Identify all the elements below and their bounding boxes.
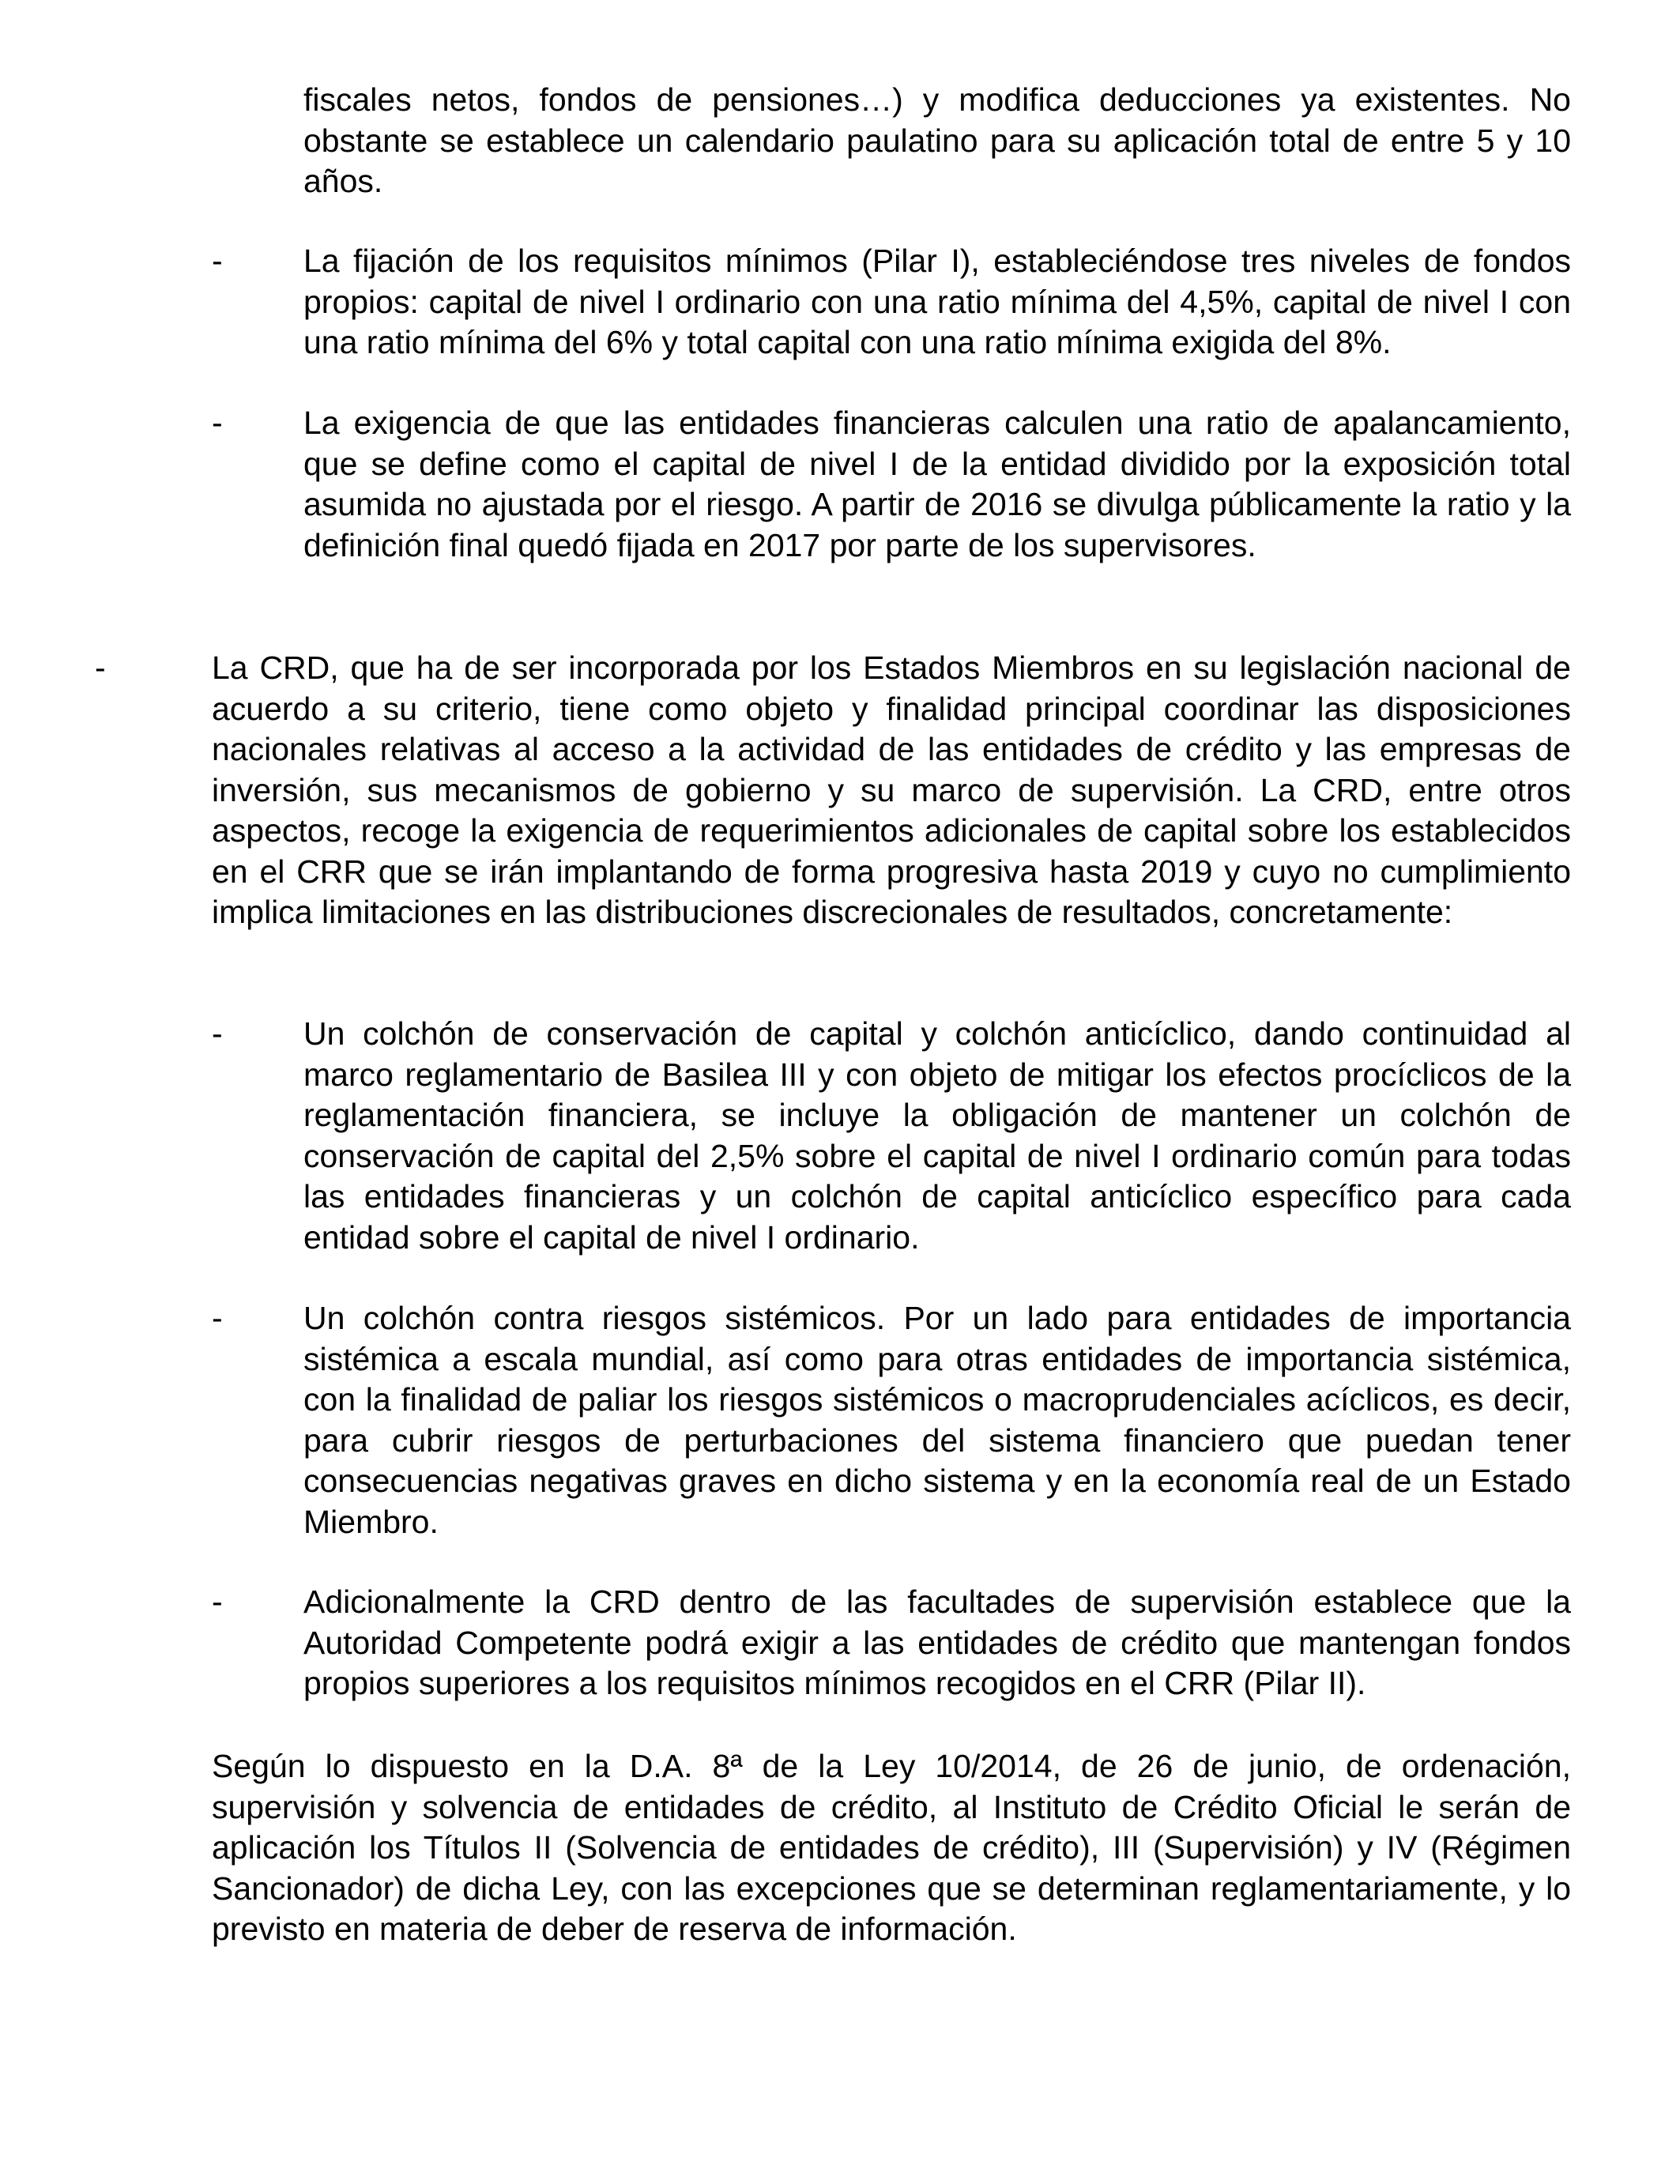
bullet-dash: - bbox=[212, 1015, 223, 1052]
bullet-dash: - bbox=[212, 1300, 223, 1336]
paragraph-continuation: fiscales netos, fondos de pensiones…) y modifica deducciones ya existentes. No obstante se establece un calendario paulatino para su aplicación total de entre 5 y 10 años. bbox=[303, 81, 1571, 199]
paragraph-ley-10-2014: Según lo dispuesto en la D.A. 8ª de la Ley 10/2014, de 26 de junio, de ordenación, supervisión y solvencia de entidades de crédito, al Instituto de Crédito Oficial le serán de aplicación los Títulos II (Solvencia de entidades de crédito), III (Supervisión) y IV (Régimen Sancionador) de dicha Ley, con las excepciones que se determinan reglamentariamente, y lo previsto en materia de deber de reserva de información. bbox=[212, 1748, 1571, 1947]
bullet-dash: - bbox=[212, 405, 223, 441]
list-item-pilar-ii: Adicionalmente la CRD dentro de las facultades de supervisión establece que la Autoridad Competente podrá exigir a las entidades de crédito que mantengan fondos propios superiores a los requisitos mínimos recogidos en el CRR (Pilar II). bbox=[303, 1583, 1571, 1701]
bullet-dash: - bbox=[95, 650, 106, 686]
list-item-crd: La CRD, que ha de ser incorporada por los Estados Miembros en su legislación nacional de acuerdo a su criterio, tiene como objeto y finalidad principal coordinar las disposiciones nacionales relativas al acceso a la actividad de las entidades de crédito y las empresas de inversión, sus mecanismos de gobierno y su marco de supervisión. La CRD, entre otros aspectos, recoge la exigencia de requerimientos adicionales de capital sobre los establecidos en el CRR que se irán implantando de forma progresiva hasta 2019 y cuyo no cumplimiento implica limitaciones en las distribuciones discrecionales de resultados, concretamente: bbox=[212, 650, 1571, 930]
bullet-dash: - bbox=[212, 243, 223, 279]
list-item-pilar-i: La fijación de los requisitos mínimos (Pilar I), estableciéndose tres niveles de fondos propios: capital de nivel I ordinario con una ratio mínima del 4,5%, capital de nivel I con una ratio mínima del 6% y total capital con una ratio mínima exigida del 8%. bbox=[303, 243, 1571, 360]
bullet-dash: - bbox=[212, 1583, 223, 1620]
list-item-colchon-sistemico: Un colchón contra riesgos sistémicos. Por un lado para entidades de importancia sistémica a escala mundial, así como para otras entidades de importancia sistémica, con la finalidad de paliar los riesgos sistémicos o macroprudenciales acíclicos, es decir, para cubrir riesgos de perturbaciones del sistema financiero que puedan tener consecuencias negativas graves en dicho sistema y en la economía real de un Estado Miembro. bbox=[303, 1300, 1571, 1540]
list-item-apalancamiento: La exigencia de que las entidades financieras calculen una ratio de apalancamiento, que se define como el capital de nivel I de la entidad dividido por la exposición total asumida no ajustada por el riesgo. A partir de 2016 se divulga públicamente la ratio y la definición final quedó fijada en 2017 por parte de los supervisores. bbox=[303, 405, 1571, 563]
list-item-colchon-conservacion: Un colchón de conservación de capital y colchón anticíclico, dando continuidad al marco reglamentario de Basilea III y con objeto de mitigar los efectos procíclicos de la reglamentación financiera, se incluye la obligación de mantener un colchón de conservación de capital del 2,5% sobre el capital de nivel I ordinario común para todas las entidades financieras y un colchón de capital anticíclico específico para cada entidad sobre el capital de nivel I ordinario. bbox=[303, 1015, 1571, 1256]
